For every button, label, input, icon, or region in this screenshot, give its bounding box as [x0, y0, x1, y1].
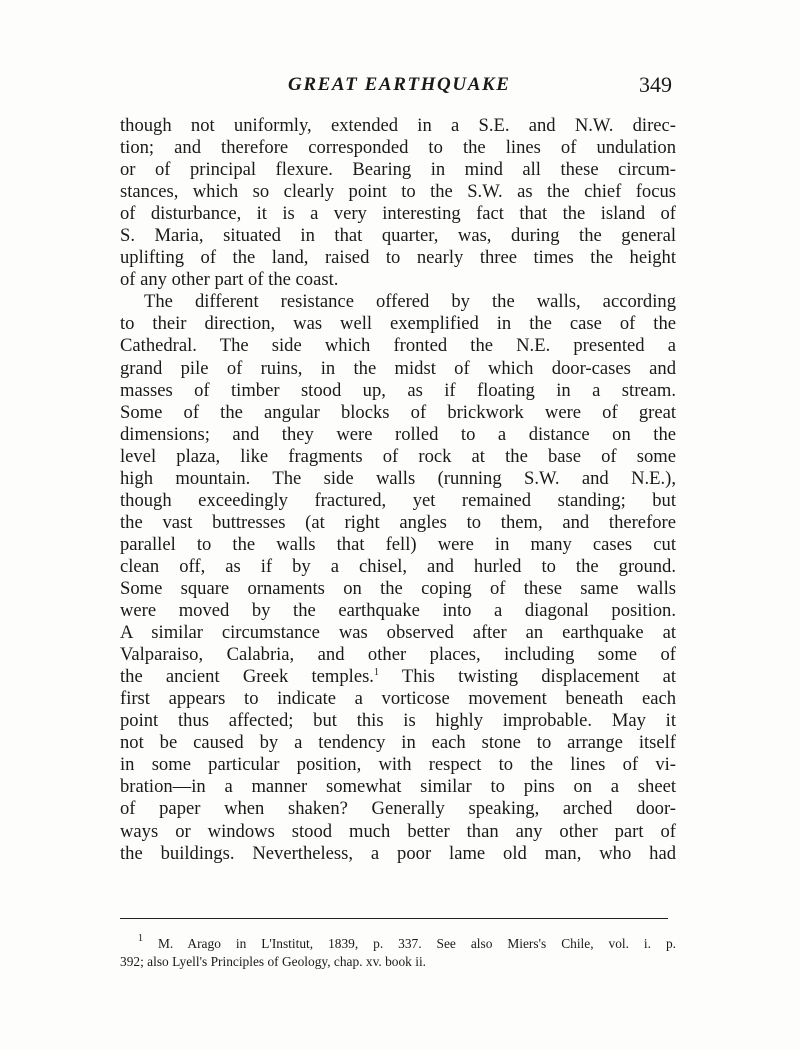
text-line: tion; and therefore corresponded to the lines of undulation [120, 137, 676, 159]
footnote [120, 935, 676, 971]
page-header [120, 72, 676, 102]
text-line: the buildings. Nevertheless, a poor lame old man, who had [120, 842, 676, 864]
text-line: parallel to the walls that fell) were in many cases cut [120, 533, 676, 555]
footnote-divider [120, 918, 668, 919]
text-line: of paper when shaken? Generally speaking, arched door- [120, 798, 676, 820]
text-line: the vast buttresses (at right angles to them, and therefore [120, 511, 676, 533]
footnote-reference: 1 [373, 667, 379, 679]
footnote-line: 392; also Lyell's Principles of Geology, chap. xv. book ii. [120, 954, 427, 969]
text-line: S. Maria, situated in that quarter, was, during the general [120, 225, 676, 247]
text-line: bration—in a manner somewhat similar to pins on a sheet [120, 776, 676, 798]
text-line: clean off, as if by a chisel, and hurled to the ground. [120, 555, 676, 577]
text-line: high mountain. The side walls (running S.W. and N.E.), [120, 467, 676, 489]
footnote-text: M. Arago in L'Institut, 1839, p. 337. See also Miers's Chile, vol. i. p. [143, 936, 676, 951]
text-line: dimensions; and they were rolled to a distance on the [120, 423, 676, 445]
body-text [120, 115, 676, 865]
footnote-line [120, 935, 676, 953]
text-line: though not uniformly, extended in a S.E. and N.W. direc- [120, 115, 676, 136]
text-line: The different resistance offered by the walls, according [144, 291, 676, 313]
running-head: GREAT EARTHQUAKE [288, 74, 511, 95]
text-line: masses of timber stood up, as if floating in a stream. [120, 379, 676, 401]
text-line: A similar circumstance was observed after an earthquake at [120, 622, 676, 644]
text-line: of disturbance, it is a very interesting fact that the island of [120, 203, 676, 225]
text-fragment: the ancient Greek temples. [120, 666, 374, 688]
text-line-with-footnote [120, 666, 676, 688]
text-line: level plaza, like fragments of rock at the base of some [120, 445, 676, 467]
text-line: ways or windows stood much better than any other part of [120, 820, 676, 842]
text-fragment: This twisting displacement at [378, 666, 676, 688]
text-line: not be caused by a tendency in each stone to arrange itself [120, 732, 676, 754]
text-line: were moved by the earthquake into a diagonal position. [120, 600, 676, 622]
text-line: of any other part of the coast. [120, 269, 339, 291]
text-line: to their direction, was well exemplified in the case of the [120, 313, 676, 335]
text-line: or of principal flexure. Bearing in mind all these circum- [120, 159, 676, 181]
text-line: uplifting of the land, raised to nearly three times the height [120, 247, 676, 269]
text-line: Some of the angular blocks of brickwork were of great [120, 401, 676, 423]
footnote-marker: 1 [138, 933, 143, 944]
page-number: 349 [639, 72, 672, 97]
text-line: first appears to indicate a vorticose movement beneath each [120, 688, 676, 710]
text-line: stances, which so clearly point to the S.W. as the chief focus [120, 181, 676, 203]
text-line: Cathedral. The side which fronted the N.E. presented a [120, 335, 676, 357]
text-line: Some square ornaments on the coping of these same walls [120, 577, 676, 599]
text-line: Valparaiso, Calabria, and other places, including some of [120, 644, 676, 666]
text-line: in some particular position, with respect to the lines of vi- [120, 754, 676, 776]
text-line: grand pile of ruins, in the midst of which door-cases and [120, 357, 676, 379]
text-line: point thus affected; but this is highly improbable. May it [120, 710, 676, 732]
text-line: though exceedingly fractured, yet remained standing; but [120, 489, 676, 511]
